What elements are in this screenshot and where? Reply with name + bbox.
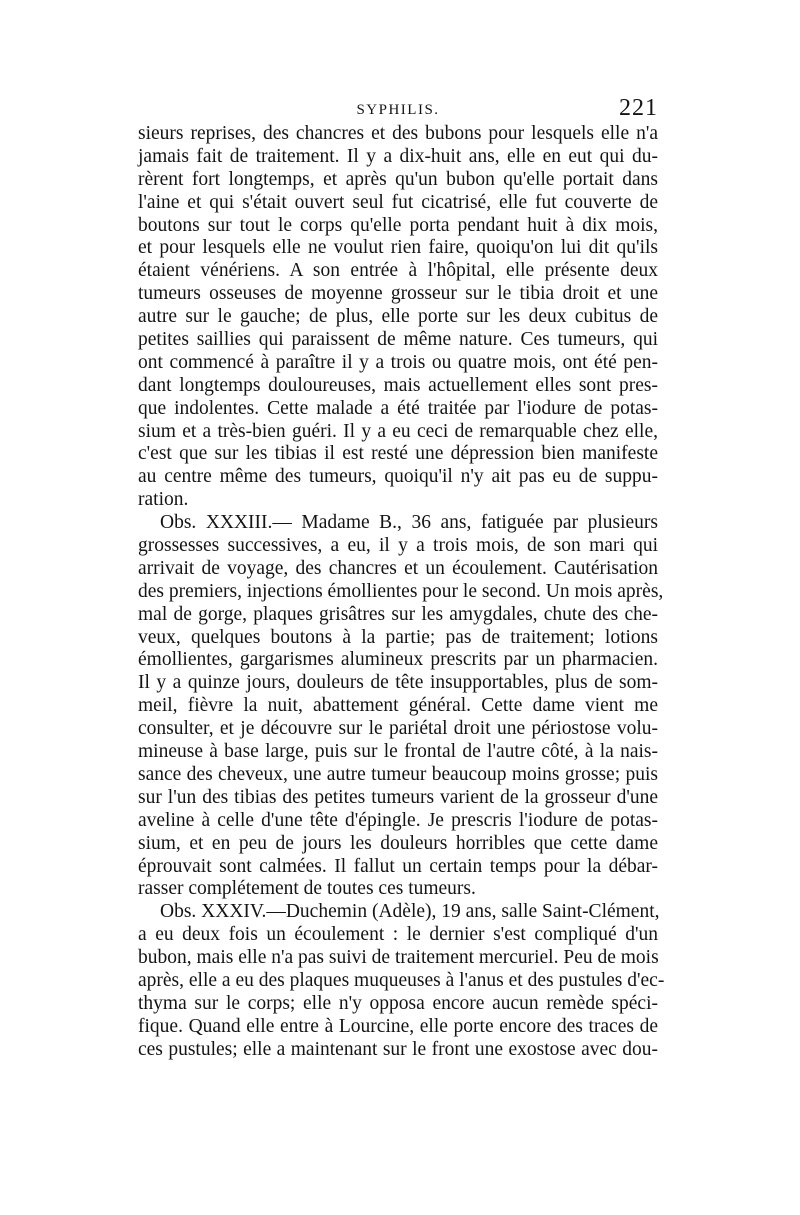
text-line: éprouvait sont calmées. Il fallut un certain temps pour la débar- [138,855,658,877]
text-line: ces pustules; elle a maintenant sur le front une exostose avec dou- [138,1038,658,1060]
text-line: rèrent fort longtemps, et après qu'un bubon qu'elle portait dans [138,168,658,190]
text-line: sance des cheveux, une autre tumeur beaucoup moins grosse; puis [138,763,658,785]
body-text [138,123,665,1062]
text-line: l'aine et qui s'était ouvert seul fut cicatrisé, elle fut couverte de [138,191,658,213]
observation-heading-line: Obs. XXXIV.—Duchemin (Adèle), 19 ans, salle Saint-Clément, [160,901,660,923]
text-line: boutons sur tout le corps qu'elle porta pendant huit à dix mois, [138,214,658,236]
text-line: dant longtemps douloureuses, mais actuellement elles sont pres- [138,374,658,396]
text-line: petites saillies qui paraissent de même nature. Ces tumeurs, qui [138,329,658,351]
page-number: 221 [619,95,658,121]
text-line: consulter, et je découvre sur le pariétal droit une périostose volu- [138,718,658,740]
text-line: des premiers, injections émollientes pour le second. Un mois après, [138,580,664,602]
text-line: au centre même des tumeurs, quoiqu'il n'y ait pas eu de suppu- [138,466,658,488]
running-head [138,95,658,125]
text-line: tumeurs osseuses de moyenne grosseur sur le tibia droit et une [138,283,658,305]
running-title: SYPHILIS. [356,102,440,118]
text-line: fique. Quand elle entre à Lourcine, elle porte encore des traces de [138,1015,658,1037]
text-line: étaient vénériens. A son entrée à l'hôpital, elle présente deux [138,260,658,282]
paragraph-end-line: rasser complétement de toutes ces tumeurs. [138,878,476,900]
text-line: bubon, mais elle n'a pas suivi de traitement mercuriel. Peu de mois [138,947,659,969]
observation-heading-line: Obs. XXXIII.— Madame B., 36 ans, fatiguée par plusieurs [160,512,658,534]
text-line: mal de gorge, plaques grisâtres sur les amygdales, chute des che- [138,603,658,625]
text-line: meil, fièvre la nuit, abattement général. Cette dame vient me [138,695,658,717]
text-line: mineuse à base large, puis sur le frontal de l'autre côté, à la nais- [138,741,658,763]
text-line: grossesses successives, a eu, il y a trois mois, de son mari qui [138,535,658,557]
text-line: jamais fait de traitement. Il y a dix-huit ans, elle en eut qui du- [138,145,658,167]
text-line: thyma sur le corps; elle n'y opposa encore aucun remède spéci- [138,992,658,1014]
text-line: émollientes, gargarismes alumineux prescrits par un pharmacien. [138,649,658,671]
text-line: arrivait de voyage, des chancres et un écoulement. Cautérisation [138,557,658,579]
text-line: après, elle a eu des plaques muqueuses à l'anus et des pustules d'ec- [138,969,665,991]
text-line: que indolentes. Cette malade a été traitée par l'iodure de potas- [138,397,658,419]
text-line: ont commencé à paraître il y a trois ou quatre mois, ont été pen- [138,351,658,373]
text-line: aveline à celle d'une tête d'épingle. Je prescris l'iodure de potas- [138,809,658,831]
paragraph-end-line: ration. [138,489,189,511]
text-line: et pour lesquels elle ne voulut rien faire, quoiqu'on lui dit qu'ils [138,237,658,259]
text-line: sur l'un des tibias des petites tumeurs varient de la grosseur d'une [138,786,658,808]
text-line: a eu deux fois un écoulement : le dernier s'est compliqué d'un [138,924,658,946]
text-line: autre sur le gauche; de plus, elle porte sur les deux cubitus de [138,306,658,328]
text-line: sium, et en peu de jours les douleurs horribles que cette dame [138,832,658,854]
text-line: Il y a quinze jours, douleurs de tête insupportables, plus de som- [138,672,658,694]
text-line: c'est que sur les tibias il est resté une dépression bien manifeste [138,443,658,465]
text-line: veux, quelques boutons à la partie; pas de traitement; lotions [138,626,658,648]
text-line: sium et a très-bien guéri. Il y a eu ceci de remarquable chez elle, [138,420,658,442]
text-line: sieurs reprises, des chancres et des bubons pour lesquels elle n'a [138,123,658,144]
